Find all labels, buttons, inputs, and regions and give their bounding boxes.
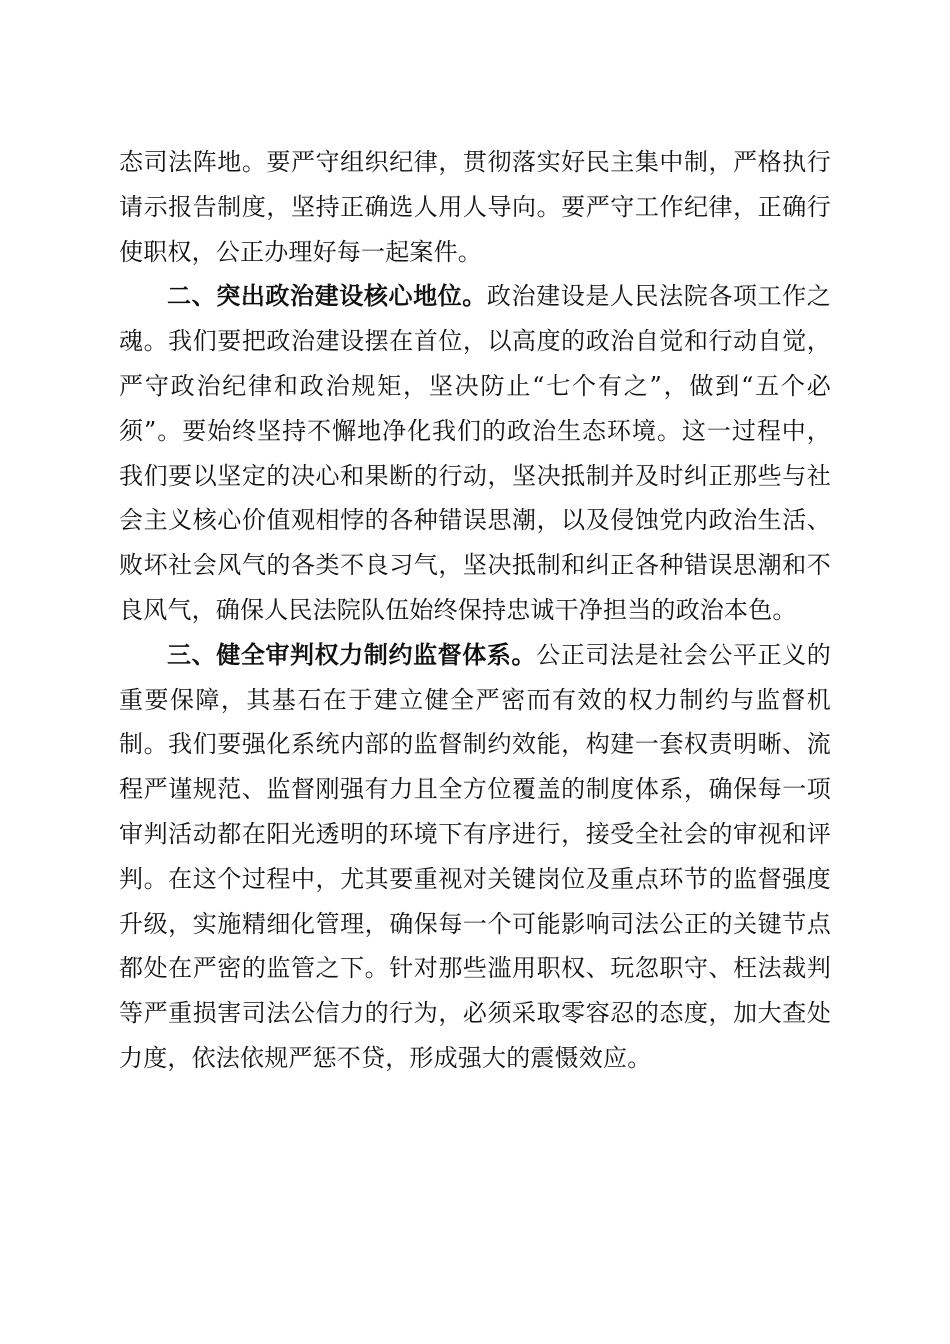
document-body	[119, 140, 831, 1081]
section-heading: 三、健全审判权力制约监督体系。	[167, 640, 537, 669]
paragraph-continuation	[119, 140, 831, 274]
paragraph-section-three	[119, 633, 831, 1081]
section-heading: 二、突出政治建设核心地位。	[167, 282, 487, 311]
paragraph-text: 政治建设是人民法院各项工作之魂。我们要把政治建设摆在首位，以高度的政治自觉和行动自觉，严守政治纪律和政治规矩，坚决防止“七个有之”，做到“五个必须”。要始终坚持不懈地净化我们的政治生态环境。这一过程中，我们要以坚定的决心和果断的行动，坚决抵制并及时纠正那些与社会主义核心价值观相悖的各种错误思潮，以及侵蚀党内政治生活、败坏社会风气的各类不良习气，坚决抵制和纠正各种错误思潮和不良风气，确保人民法院队伍始终保持忠诚干净担当的政治本色。	[119, 282, 831, 624]
paragraph-text: 态司法阵地。要严守组织纪律，贯彻落实好民主集中制，严格执行请示报告制度，坚持正确选人用人导向。要严守工作纪律，正确行使职权，公正办理好每一起案件。	[119, 148, 831, 266]
paragraph-text: 公正司法是社会公平正义的重要保障，其基石在于建立健全严密而有效的权力制约与监督机制。我们要强化系统内部的监督制约效能，构建一套权责明晰、流程严谨规范、监督刚强有力且全方位覆盖的制度体系，确保每一项审判活动都在阳光透明的环境下有序进行，接受全社会的审视和评判。在这个过程中，尤其要重视对关键岗位及重点环节的监督强度升级，实施精细化管理，确保每一个可能影响司法公正的关键节点都处在严密的监管之下。针对那些滥用职权、玩忽职守、枉法裁判等严重损害司法公信力的行为，必须采取零容忍的态度，加大查处力度，依法依规严惩不贷，形成强大的震慑效应。	[119, 640, 832, 1072]
paragraph-section-two	[119, 274, 831, 632]
